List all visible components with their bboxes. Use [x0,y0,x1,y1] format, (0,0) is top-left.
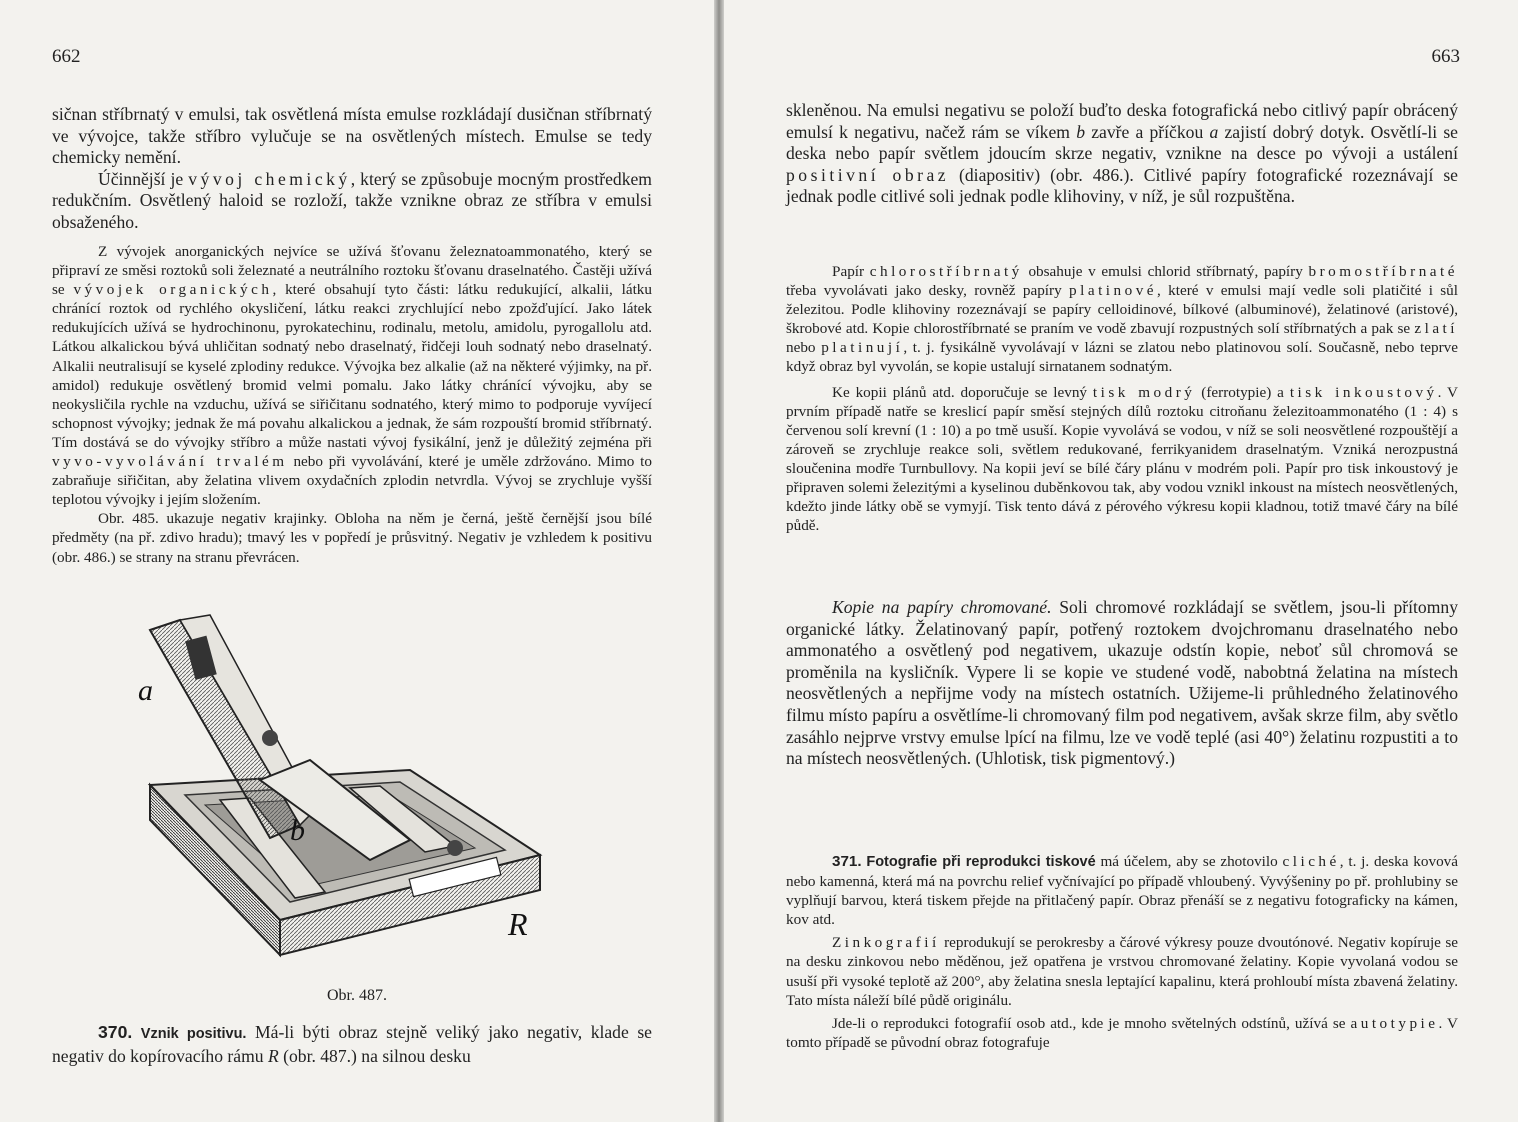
paragraph: skleněnou. Na emulsi negativu se položí buďto deska fotografická nebo citlivý papír obrácený emulsí k negativu, načež rám se víkem b zavře a příčkou a zajistí dobrý dotyk. Osvětlí-li se deska nebo papír světlem jdoucím skrze negativ, vznikne na desce po vývoji a ustálení positivní obraz (diapositiv) (obr. 486.). Citlivé papíry fotografické rozeznávají se jednak podle citlivé soli jednak podle klihoviny, v níž, je sůl rozpuštěna. [786,100,1458,207]
label-a: a [138,674,153,707]
book-gutter [714,0,724,1122]
copy-frame-illustration [110,610,570,960]
paragraph: Zinkografií reprodukují se perokresby a čárové výkresy pouze dvoutónové. Negativ kopíruje se na desku zinkovou nebo měděnou, jež opatřena je vrstvou chromované želatiny. Kopie vyvolaná vodou se usuší při vysoké teplotě až 200°, aby želatina snesla leptající kapalinu, která prohloubí místa zbavená želatiny. Tato místa náleží bílé půdě originálu. [786,934,1459,1009]
page-number: 662 [52,46,81,67]
section-371 [786,852,1458,1052]
figure-caption: Obr. 487. [327,987,387,1004]
text-block [786,100,1458,208]
left-page [0,0,714,1122]
paragraph: Ke kopii plánů atd. doporučuje se levný tisk modrý (ferrotypie) a tisk inkoustový. V prvním případě natře se kreslicí papír směsí stejných dílů roztoku citroňanu železitoammonatého (1 : 4) s červenou solí krevní (1 : 10) a po tmě usuší. Kopie vyvolává se vodou, v níž se soli neosvětlené rozpouštějí a zároveň se zrychluje reakce soli, světlem redukované, ferrikyanidem draselnatým. Vzniká nerozpustná sloučenina modře Turnbullovy. Na kopii jeví se bílé čáry plánu v modrém poli. Papír pro tisk inkoustový je připraven solemi železitými a kyselinou duběnkovou tak, aby vodou vznikl inkoust na místech neosvětlených, kdežto jinde látky obě se vymyjí. Tisk tento dává z pérového výkresu kopii kladnou, totiž tmavé čáry na bílé půdě. [786,383,1459,535]
paragraph: Obr. 485. ukazuje negativ krajinky. Obloha na něm je černá, ještě černější jsou bílé předměty (na př. zdivo hradu); tmavý les v popředí je průsvitný. Negativ je vzhledem k positivu (obr. 486.) se strany na stranu převrácen. [52,510,652,566]
paragraph: Účinnější je vývoj chemický, který se způsobuje mocným prostředkem redukčním. Osvětlený haloid se rozloží, takže vznikne obraz ze stříbra v emulsi obsaženého. [52,168,652,232]
text-block [52,242,652,567]
spaced-term: positivní obraz [786,164,950,185]
paragraph: Jde-li o reprodukci fotografií osob atd., kde je mnoho světelných odstínů, užívá se autotypie. V tomto případě se původní obraz fotografuje [786,1014,1458,1051]
text-block [786,597,1458,770]
copy-frame-drawing [110,610,570,960]
text-block [786,262,1458,535]
paragraph: Kopie na papíry chromované. Soli chromové rozkládají se světlem, jsou-li přítomny organické látky. Želatinovaný papír, potřený roztokem dvojchromanu draselnatého nebo ammonatého a osvětlený pod negativem, ukazuje odstín kopie, neboť sůl chromová se proměnila na kysličník. Vypere li se kopie ve studené vodě, nabobtná želatina na místech neosvětlených a nepřijme vody na místech ostatních. Užijeme-li průhledného želatinového filmu místo papíru a osvětlíme-li chromovaný film pod negativem, avšak skrze film, aby světlo zasáhlo nejprve vrstvy emulse lpící na filmu, lze ve vodě teplé (asi 40°) želatinu rozpustiti a to na místech neosvětlených. (Uhlotisk, tisk pigmentový.) [786,597,1458,769]
paragraph: 370. Vznik positivu. Má-li býti obraz stejně veliký jako negativ, klade se negativ do kopírovacího rámu R (obr. 487.) na silnou desku [52,1022,652,1066]
page-number: 663 [1431,46,1460,67]
label-r: R [508,906,528,942]
section-370 [52,1022,652,1067]
spaced-term: vývojek organických [73,281,273,299]
text-block [52,104,652,234]
section-heading: Vznik positivu. [140,1026,247,1042]
paragraph: 371. Fotografie při reprodukci tiskové má účelem, aby se zhotovilo cliché, t. j. deska kovová nebo kamenná, která má na povrchu relief vyčnívající po případě vhloubený. Vyvýšeniny po př. prohlubiny se vyplňují barvou, která tiskem přejde na přitlačený papír. Obraz přenáší se z negativu fotograficky na kámen, kov atd. [786,853,1459,929]
label-b: b [290,814,305,847]
spaced-term: vyvolávání trvalém [104,453,288,471]
paragraph: Papír chlorostříbrnatý obsahuje v emulsi chlorid stříbrnatý, papíry bromostříbrnaté třeba vyvolávati jako desky, rovněž papíry platinové, které v emulsi mají vedle soli platičité i sůl železitou. Podle klihoviny rozeznávají se papíry celloidinové, bílkové (albuminové), želatinové (aristové), škrobové atd. Kopie chlorostříbrnaté se praním ve vodě zbavují rozpustných solí stříbrnatých a pak se zlatí nebo platinují, t. j. fysikálně vyvolávají v lázni se zlatou nebo platinovou solí. Současně, nebo teprve když obraz byl vyvolán, se kopie ustalují sirnatanem sodnatým. [786,263,1458,376]
paragraph: sičnan stříbrnatý v emulsi, tak osvětlená místa emulse rozkládají dusičnan stříbrnatý ve vývojce, takže stříbro vylučuje se na osvětlených místech. Emulse se tedy chemicky nemění. [52,104,652,168]
section-heading: Fotografie při reprodukci tiskové [866,854,1096,870]
section-number: 371. [832,853,862,870]
section-number: 370. [98,1022,133,1042]
spaced-term: vývoj chemický [188,168,351,189]
paragraph: Z vývojek anorganických nejvíce se užívá šťovanu železnatoammonatého, který se připraví ze směsi roztoků soli železnaté a neutrálního roztoku šťovanu draselnatého. Častěji užívá se vývojek organických, které obsahují tyto části: látku redukující, alkalii, látku chránící roztok od rychlého okysličení, látku reakci zrychlující nebo zpožďující. Jako látek redukujících užívá se hydrochinonu, pyrokatechinu, rodinalu, metolu, amidolu, pyrogallolu atd. Látkou alkalickou bývá uhličitan sodnatý nebo draselnatý, řidčeji louh sodnatý nebo draselnatý. Alkalii neutralisují se kyselé zplodiny redukce. Vývojka bez alkalie (až na některé výjimky, na př. amidol) redukuje osvětlený bromid velmi pomalu. Jako látky chránící vývojku, aby se neokysličila rychle na vzduchu, užívá se siřičitanu sodnatého, který mimo to podporuje vyvíjecí schopnost vývojky; jednak že má povahu alkalickou a jednak, že sám rozpouští bromid stříbrnatý. Tím dostává se do vývojky stříbro a může nastati vývoj fysikální, jenž je důležitý zejména při vyvo-vyvolávání trvalém nebo při vyvolávání, které je uměle zdržováno. Mimo to zabraňuje siřičitan, aby želatina vlivem oxydačních zplodin netvrdla. Vývoj se zrychluje vyšší teplotou vývojky i jejím složením. [52,243,652,509]
right-page [724,0,1518,1122]
